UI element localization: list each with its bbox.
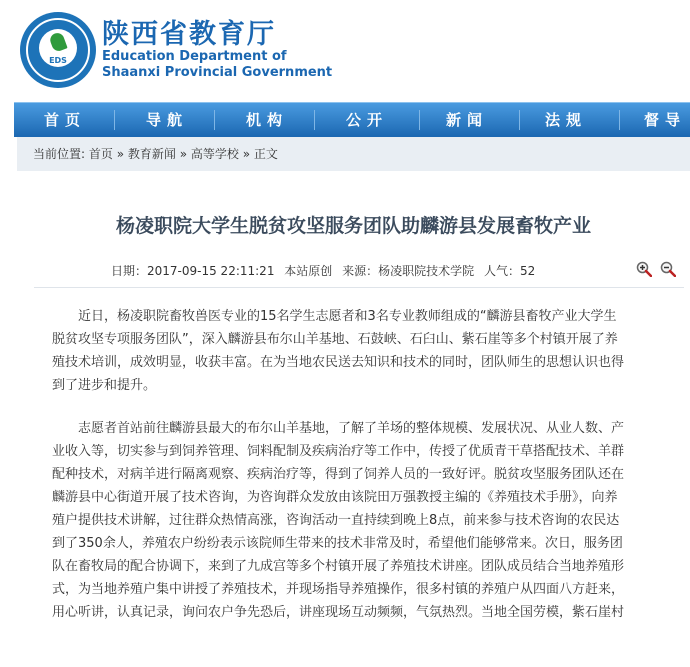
article-meta — [111, 262, 541, 279]
nav-item-home[interactable]: 首页 — [44, 111, 87, 129]
article-date: 日期：2017-09-15 22:11:21 — [111, 264, 275, 278]
nav-item-news[interactable]: 新闻 — [446, 111, 489, 129]
zoom-out-icon[interactable] — [660, 261, 676, 277]
article-paragraph-2 — [52, 417, 662, 624]
paragraph-line: 用心听讲，认真记录，询问农户争先恐后，讲座现场互动频频，气氛热烈。当地全国劳模，紫石崖村 — [52, 605, 625, 620]
meta-divider — [34, 287, 684, 288]
paragraph-line: 队在畜牧局的配合协调下，来到了九成宫等多个村镇开展了养殖技术讲座。团队成员结合当地养殖形 — [52, 559, 625, 574]
nav-separator — [419, 110, 420, 130]
nav-separator — [619, 110, 620, 130]
article-original-tag: 本站原创 — [284, 264, 333, 278]
paragraph-line: 近日，杨凌职院畜牧兽医专业的15名学生志愿者和3名专业教师组成的“麟游县畜牧产业大学生 — [78, 309, 617, 324]
breadcrumb-item-home[interactable]: 首页 — [88, 147, 113, 161]
education-department-logo[interactable] — [20, 12, 96, 88]
breadcrumb-item-education-news[interactable]: 教育新闻 — [127, 147, 176, 161]
paragraph-line: 到了进步和提升。 — [52, 378, 157, 393]
nav-item-navigation[interactable]: 导航 — [146, 111, 189, 129]
breadcrumb-separator: » — [116, 147, 125, 161]
article — [17, 171, 690, 667]
nav-separator — [519, 110, 520, 130]
article-views: 人气：52 — [483, 264, 536, 278]
site-header — [0, 0, 690, 102]
nav-separator — [114, 110, 115, 130]
paragraph-line: 麟游县中心街道开展了技术咨询，为咨询群众发放由该院田万强教授主编的《养殖技术手册》，向养 — [52, 490, 618, 505]
nav-separator — [214, 110, 215, 130]
paragraph-line: 到了350余人，养殖农户纷纷表示该院师生带来的技术非常及时，希望他们能够常来。次日，服务团 — [52, 536, 623, 551]
paragraph-line: 殖技术培训，成效明显，收获丰富。在为当地农民送去知识和技术的同时，团队师生的思想认识也得 — [52, 355, 625, 370]
nav-item-organization[interactable]: 机构 — [246, 111, 289, 129]
paragraph-line: 脱贫攻坚专项服务团队”，深入麟游县布尔山羊基地、石鼓峡、石臼山、紫石崖等多个村镇开展了养 — [52, 332, 618, 347]
breadcrumb-separator: » — [242, 147, 251, 161]
site-title-cn: 陕西省教育厅 — [102, 19, 276, 50]
breadcrumb-separator: » — [179, 147, 188, 161]
logo-text: EDS — [49, 56, 67, 65]
breadcrumb-item-higher-education[interactable]: 高等学校 — [190, 147, 239, 161]
nav-item-regulations[interactable]: 法规 — [545, 111, 588, 129]
paragraph-line: 业收入等，切实参与到饲养管理、饲料配制及疾病治疗等工作中，传授了优质青干草搭配技术、羊群 — [52, 444, 625, 459]
main-nav — [14, 102, 690, 137]
zoom-in-icon[interactable] — [636, 261, 652, 277]
nav-separator — [314, 110, 315, 130]
article-title: 杨凌职院大学生脱贫攻坚服务团队助麟游县发展畜牧产业 — [115, 215, 591, 237]
site-title-en-line-2: Shaanxi Provincial Government — [102, 65, 333, 80]
nav-item-public[interactable]: 公开 — [346, 111, 389, 129]
nav-item-supervision[interactable]: 督导 — [644, 111, 687, 129]
breadcrumb — [17, 137, 690, 171]
breadcrumb-item-current: 正文 — [253, 147, 278, 161]
breadcrumb-prefix: 当前位置: — [33, 147, 86, 161]
paragraph-line: 志愿者首站前往麟游县最大的布尔山羊基地，了解了羊场的整体规模、发展状况、从业人数、产 — [78, 421, 625, 436]
paragraph-line: 配种技术，对病羊进行隔离观察、疾病治疗等，得到了饲养人员的一致好评。脱贫攻坚服务团队还在 — [52, 467, 625, 482]
article-source: 来源：杨凌职院技术学院 — [342, 264, 475, 278]
paragraph-line: 殖户提供技术讲解，过往群众热情高涨，咨询活动一直持续到晚上8点，前来参与技术咨询的农民达 — [52, 513, 620, 528]
article-paragraph-1 — [52, 305, 662, 397]
site-title-en-line-1: Education Department of — [102, 49, 287, 64]
paragraph-line: 式，为当地养殖户集中讲授了养殖技术，并现场指导养殖操作，很多村镇的养殖户从四面八方赶来， — [52, 582, 625, 597]
